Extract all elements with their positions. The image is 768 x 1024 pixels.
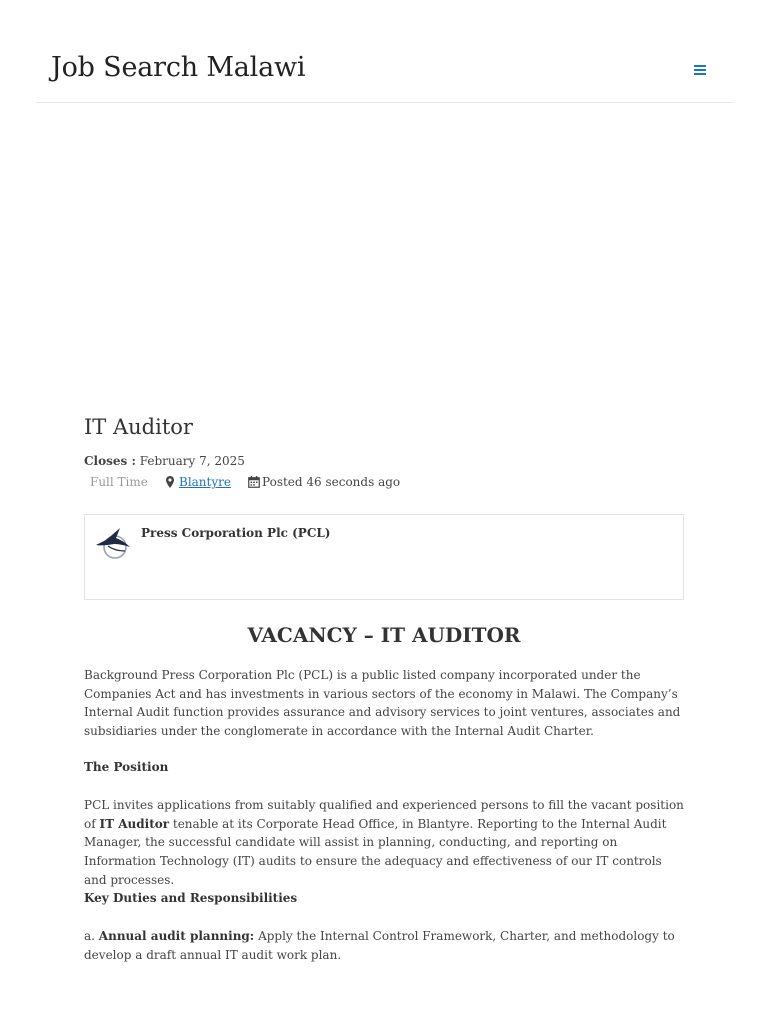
ad-space bbox=[84, 120, 684, 390]
duties-section-title bbox=[84, 889, 686, 908]
duty-title: Annual audit planning: bbox=[98, 929, 255, 943]
job-title: IT Auditor bbox=[84, 415, 193, 439]
closes-label: Closes : bbox=[84, 454, 136, 468]
posted-time: Posted 46 seconds ago bbox=[262, 475, 401, 489]
position-text-start: PCL invites applications from suitably qualified and experienced persons to fill the vacant position of bbox=[84, 798, 684, 831]
map-marker-icon bbox=[166, 476, 174, 488]
bars-icon bbox=[694, 65, 706, 75]
position-section-title bbox=[84, 758, 686, 777]
site-header bbox=[36, 0, 734, 103]
position-name: IT Auditor bbox=[99, 816, 170, 831]
location-link[interactable]: Blantyre bbox=[179, 475, 231, 489]
duty-text: Apply the Internal Control Framework, Charter, and methodology to develop a draft annual IT audit work plan. bbox=[84, 929, 675, 962]
closing-date bbox=[84, 452, 245, 470]
company-logo-icon bbox=[95, 525, 131, 561]
menu-toggle-button[interactable] bbox=[686, 57, 714, 83]
company-card bbox=[84, 514, 684, 600]
vacancy-heading: VACANCY – IT AUDITOR bbox=[247, 623, 521, 647]
position-paragraph bbox=[84, 796, 686, 890]
job-type: Full Time bbox=[90, 475, 148, 489]
position-title: The Position bbox=[84, 760, 169, 774]
duty-prefix: a. bbox=[84, 929, 99, 943]
duties-title: Key Duties and Responsibilities bbox=[84, 891, 298, 905]
background-paragraph: Background Press Corporation Plc (PCL) is a public listed company incorporated under the Companies Act and has investments in various sectors of the economy in Malawi. The Company’s Internal Audit function provides assurance and advisory services to joint ventures, associates and subsidiaries under the conglomerate in accordance with the Internal Audit Charter. bbox=[84, 668, 681, 739]
site-title[interactable]: Job Search Malawi bbox=[51, 52, 306, 83]
closes-value: February 7, 2025 bbox=[139, 454, 245, 468]
calendar-icon bbox=[248, 476, 260, 488]
position-text-end: tenable at its Corporate Head Office, in Blantyre. Reporting to the Internal Audit Manager, the successful candidate will assist in planning, conducting, and reporting on Information Technology (IT) audits to ensure the adequacy and effectiveness of our IT controls and processes. bbox=[84, 816, 667, 887]
company-name: Press Corporation Plc (PCL) bbox=[141, 526, 331, 540]
duty-item bbox=[84, 927, 686, 964]
